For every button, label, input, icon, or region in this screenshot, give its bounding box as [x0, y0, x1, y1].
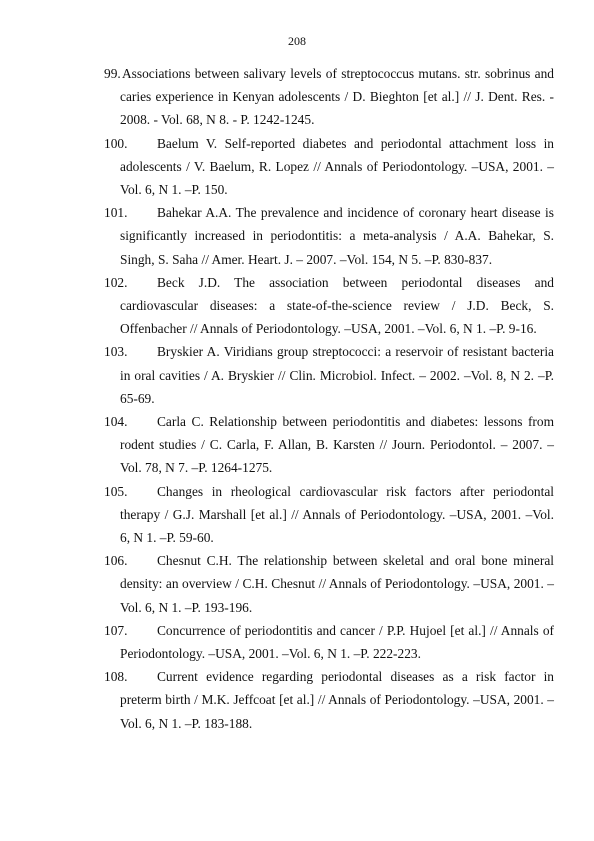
reference-number: 104.	[104, 414, 128, 430]
reference-text: Current evidence regarding periodontal diseases as a risk factor in preterm birth / M.K. Jeffcoat [et al.] // Annals of Periodontology. –USA, 2001. –Vol. 6, N 1. –P. 183-188.	[120, 669, 554, 731]
reference-item	[104, 410, 554, 480]
reference-text: Concurrence of periodontitis and cancer / P.P. Hujoel [et al.] // Annals of Periodontology. –USA, 2001. –Vol. 6, N 1. –P. 222-223.	[120, 622, 554, 662]
reference-number: 106.	[104, 553, 128, 569]
reference-number: 105.	[104, 483, 128, 499]
reference-item	[104, 132, 554, 202]
reference-number: 107.	[104, 622, 128, 638]
reference-number: 101.	[104, 205, 128, 221]
reference-number: 102.	[104, 274, 128, 290]
reference-text: Chesnut C.H. The relationship between skeletal and oral bone mineral density: an overview / C.H. Chesnut // Annals of Periodontology. –USA, 2001. –Vol. 6, N 1. –P. 193-196.	[120, 553, 554, 615]
reference-text: Bryskier A. Viridians group streptococci: a reservoir of resistant bacteria in oral cavities / A. Bryskier // Clin. Microbiol. Infect. – 2002. –Vol. 8, N 2. –P. 65-69.	[120, 344, 554, 406]
reference-item	[104, 480, 554, 550]
reference-text: Beck J.D. The association between periodontal diseases and cardiovascular diseases: a state-of-the-science review / J.D. Beck, S. Offenbacher // Annals of Periodontology. –USA, 2001. –Vol. 6, N 1. –P. 9-16.	[120, 274, 554, 337]
reference-number: 108.	[104, 669, 128, 685]
reference-item	[104, 665, 554, 735]
reference-text: Carla C. Relationship between periodontitis and diabetes: lessons from rodent studies / C. Carla, F. Allan, B. Karsten // Journ. Periodontol. – 2007. –Vol. 78, N 7. –P. 1264-1275.	[120, 414, 554, 476]
reference-text: Baelum V. Self-reported diabetes and periodontal attachment loss in adolescents / V. Baelum, R. Lopez // Annals of Periodontology. –USA, 2001. –Vol. 6, N 1. –P. 150.	[120, 135, 554, 198]
reference-number: 100.	[104, 135, 128, 151]
page-number: 208	[288, 34, 306, 48]
reference-number: 99.	[104, 66, 121, 81]
reference-item	[104, 62, 554, 132]
reference-number: 103.	[104, 344, 128, 360]
reference-item	[104, 549, 554, 619]
reference-text: Changes in rheological cardiovascular risk factors after periodontal therapy / G.J. Marshall [et al.] // Annals of Periodontology. –USA, 2001. –Vol. 6, N 1. –P. 59-60.	[120, 483, 554, 546]
reference-item	[104, 271, 554, 341]
reference-text: Bahekar A.A. The prevalence and incidence of coronary heart disease is significantly increased in periodontitis: a meta-analysis / A.A. Bahekar, S. Singh, S. Saha // Amer. Heart. J. – 2007. –Vol. 154, N 5. –P. 830-837.	[120, 205, 554, 267]
reference-text: Associations between salivary levels of streptococcus mutans. str. sobrinus and caries experience in Kenyan adolescents / D. Bieghton [et al.] // J. Dent. Res. - 2008. - Vol. 68, N 8. - P. 1242-1245.	[120, 66, 554, 128]
reference-item	[104, 340, 554, 410]
reference-list	[104, 62, 554, 735]
reference-item	[104, 201, 554, 271]
reference-item	[104, 619, 554, 665]
